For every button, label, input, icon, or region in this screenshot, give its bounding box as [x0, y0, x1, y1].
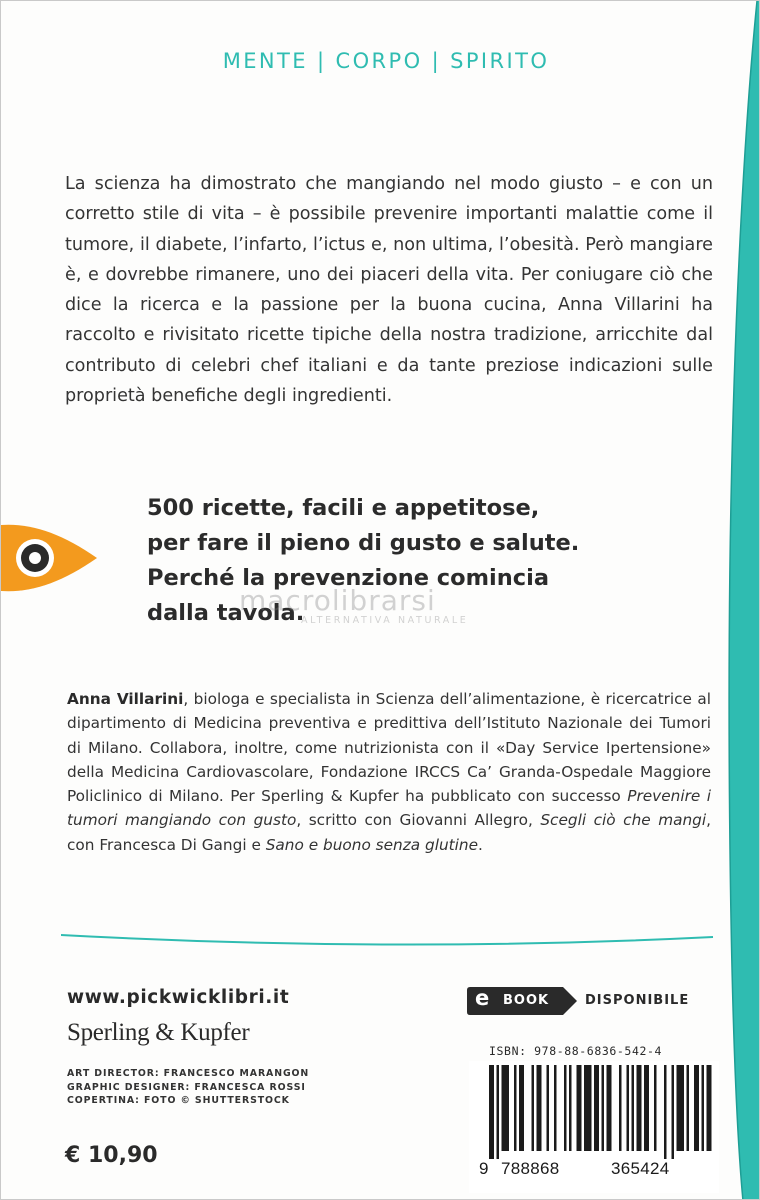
barcode-bar: [637, 1065, 642, 1151]
ebook-e-glyph: e: [475, 986, 490, 1010]
author-bio: [67, 687, 711, 857]
price: € 10,90: [65, 1143, 158, 1168]
barcode-bar: [607, 1065, 612, 1151]
barcode-bar: [654, 1065, 657, 1151]
barcode-bar: [514, 1065, 517, 1151]
barcode-bar: [537, 1065, 542, 1151]
book-title: Sano e buono senza glutine: [265, 835, 479, 854]
credit-line: GRAPHIC DESIGNER: FRANCESCA ROSSI: [67, 1081, 306, 1093]
series-title: MENTE | CORPO | SPIRITO: [222, 49, 550, 73]
watermark-main: macrolibrarsi: [239, 584, 436, 617]
barcode-bar: [594, 1065, 599, 1151]
ebook-availability: DISPONIBILE: [585, 993, 690, 1008]
barcode-bar: [664, 1065, 667, 1159]
eye-icon: [1, 523, 101, 593]
barcode-bar: [519, 1065, 524, 1151]
bio-text: , scritto con Giovanni Allegro,: [296, 811, 541, 830]
barcode-bar: [632, 1065, 635, 1151]
credits: [67, 1067, 309, 1108]
watermark-sub: ALTERNATIVA NATURALE: [301, 615, 469, 626]
bio-text: , biologa e specialista in Scienza dell’alimentazione, è ricercatrice al dipartimento di Medicina preventiva e predittiva dell’Istituto Nazionale dei Tumori di Milano. Collabora, inoltre, come nutrizionista con il «Day Service Ipertensione» della Medicina Cardiovascolare, Fondazione IRCCS Ca’ Granda-Ospedale Maggiore Policlinico di Milano. Per Sperling & Kupfer ha pubblicato con successo: [67, 690, 712, 806]
bio-text: , con Francesca Di Gangi e: [67, 811, 711, 854]
highlight-quote: [147, 491, 667, 631]
barcode-bar: [569, 1065, 572, 1151]
barcode-bar: [497, 1065, 500, 1159]
barcode-bar: [554, 1065, 557, 1151]
isbn-text: ISBN: 978-88-6836-542-4: [489, 1044, 663, 1058]
curved-divider: [61, 931, 721, 951]
book-title: Scegli ciò che mangi: [540, 811, 707, 830]
barcode-bar: [627, 1065, 630, 1151]
barcode-digit-first: 9: [479, 1159, 489, 1178]
barcode-bar: [644, 1065, 649, 1151]
highlight-line: dalla tavola.: [147, 600, 305, 626]
barcode-bar: [564, 1065, 567, 1151]
barcode-digits-left: 788868: [501, 1159, 560, 1178]
barcode-bar: [502, 1065, 510, 1151]
barcode: [489, 1065, 719, 1159]
barcode-bar: [532, 1065, 535, 1151]
barcode-bar: [672, 1065, 675, 1159]
publisher-logo: Sperling & Kupfer: [67, 1019, 250, 1046]
blurb-paragraph: La scienza ha dimostrato che mangiando nel modo giusto – e con un corretto stile di vita – è possibile prevenire importanti malattie come il tumore, il diabete, l’infarto, l’ictus e, non ultima, l’obesità. Però mangiare è, e dovrebbe rimanere, uno dei piaceri della vita. Per coniugare ciò che dice la ricerca e la passione per la buona cucina, Anna Villarini ha raccolto e rivisitato ricette tipiche della nostra tradizione, arricchite dal contributo di celebri chef italiani e da tante preziose indicazioni sulle proprietà benefiche degli ingredienti.: [65, 174, 713, 407]
credit-line: COPERTINA: FOTO © SHUTTERSTOCK: [67, 1095, 290, 1106]
barcode-bar: [694, 1065, 699, 1151]
teal-spine-band: [727, 1, 760, 1200]
publisher-website[interactable]: www.pickwicklibri.it: [67, 987, 290, 1008]
ebook-badge: [467, 987, 577, 1015]
credit-line: ART DIRECTOR: FRANCESCO MARANGON: [67, 1068, 310, 1079]
barcode-bar: [577, 1065, 582, 1151]
ebook-label: BOOK: [503, 993, 550, 1008]
highlight-line: 500 ricette, facili e appetitose,: [147, 495, 540, 521]
barcode-digits-right: 365424: [611, 1159, 670, 1178]
highlight-line: per fare il pieno di gusto e salute.: [147, 530, 580, 556]
barcode-bar: [584, 1065, 592, 1151]
bio-text: .: [478, 835, 483, 854]
author-name: Anna Villarini: [67, 690, 184, 708]
book-title: Prevenire i tumori mangiando con gusto: [67, 787, 711, 830]
barcode-bar: [702, 1065, 705, 1151]
barcode-bar: [489, 1065, 494, 1159]
barcode-bar: [707, 1065, 712, 1151]
highlight-line: Perché la prevenzione comincia: [147, 565, 550, 591]
barcode-bar: [602, 1065, 605, 1151]
barcode-bar: [677, 1065, 685, 1151]
barcode-bar: [619, 1065, 622, 1151]
barcode-bar: [547, 1065, 550, 1151]
barcode-bar: [687, 1065, 690, 1151]
